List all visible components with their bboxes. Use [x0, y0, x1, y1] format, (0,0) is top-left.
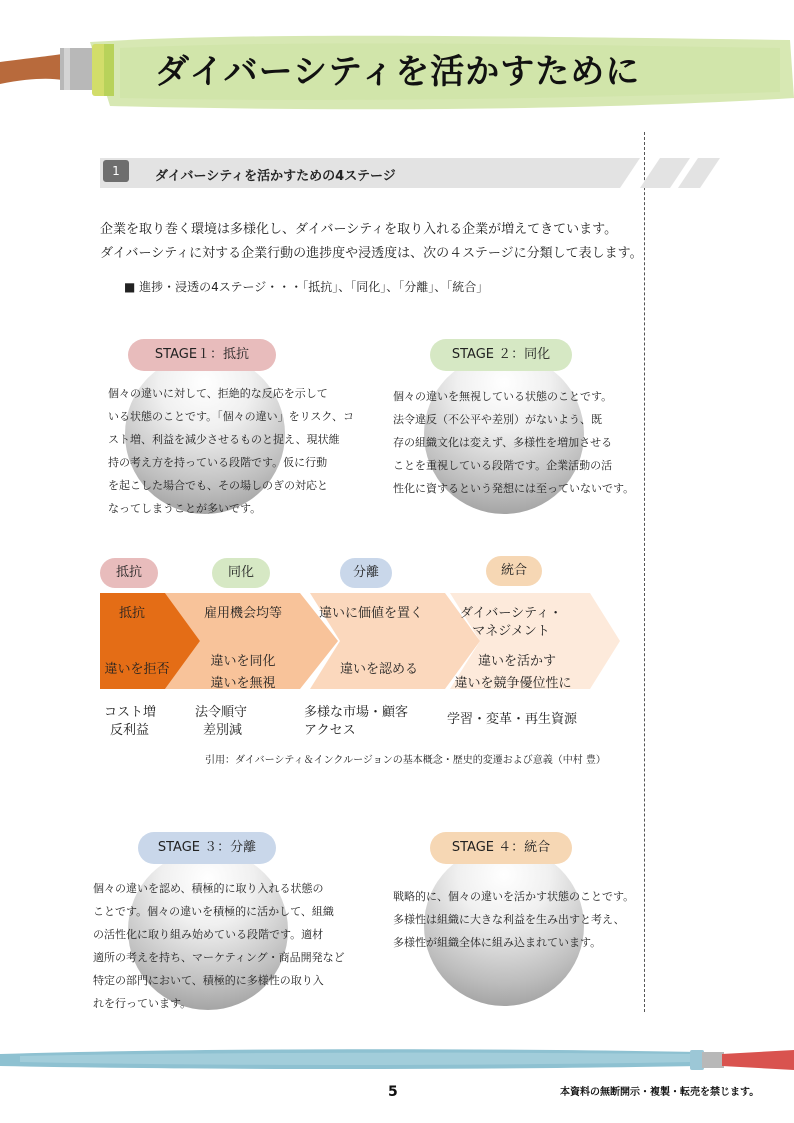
stage1-description: 個々の違いに対して、拒絶的な反応を示して いる状態のことです。「個々の違い」をリスク、コ スト増、利益を減少させるものと捉え、現状維 持の考え方を持っている段階です。仮に行動 を起こした場合でも、その場しのぎの対応と なってしまうことが多いです。 — [108, 387, 354, 515]
flow-arrow3-sub: 違いを認める — [339, 662, 418, 677]
section-number: 1 — [103, 160, 129, 182]
flow-label-assimilate: 同化 — [212, 558, 270, 588]
flow-arrow2-title: 雇用機会均等 — [203, 606, 282, 621]
stage4-description: 戦略的に、個々の違いを活かす状態のことです。 多様性は組織に大きな利益を生み出すと考え、 多様性が組織全体に組み込まれています。 — [393, 890, 635, 949]
flow-arrow4-sub2: 違いを競争優位性に — [454, 676, 572, 691]
paint-brush-icon — [690, 1050, 794, 1070]
flow-arrow1-title: 抵抗 — [118, 606, 145, 621]
flow-arrow4-sub1: 違いを活かす — [477, 654, 556, 669]
margin-divider — [644, 132, 645, 1012]
flow-outcome-1: コスト増 反利益 — [104, 705, 157, 738]
stage3-label: STAGE ３：分離 — [138, 832, 276, 864]
flow-arrow1-sub: 違いを拒否 — [104, 662, 170, 677]
stage4-label: STAGE ４：統合 — [430, 832, 572, 864]
paint-brush-icon — [0, 44, 114, 96]
stage3-description: 個々の違いを認め、積極的に取り入れる状態の ことです。個々の違いを積極的に活かして、組織 の活性化に取り組み始めている段階です。適材 適所の考えを持ち、マーケティング・商品開発など 特定の部門において、積極的に多様性の取り入 れを行っています。 — [93, 882, 345, 1010]
intro-line-1: 企業を取り巻く環境は多様化し、ダイバーシティを取り入れる企業が増えてきています。 — [100, 222, 618, 237]
citation: 引用：ダイバーシティ＆インクルージョンの基本概念・歴史的変遷および意義（中村 豊） — [205, 755, 606, 766]
section-title: ダイバーシティを活かすための4ステージ — [155, 169, 396, 184]
flow-outcome-4: 学習・変革・再生資源 — [447, 712, 578, 727]
stage2-label: STAGE ２：同化 — [430, 339, 572, 371]
page-number: 5 — [388, 1084, 398, 1100]
stages-bullet: ■ 進捗・浸透の4ステージ・・・「抵抗」、「同化」、「分離」、「統合」 — [124, 280, 489, 294]
flow-arrow2-sub1: 違いを同化 — [210, 654, 276, 669]
copyright-notice: 本資料の無断開示・複製・転売を禁じます。 — [560, 1087, 760, 1098]
flow-outcome-3: 多様な市場・顧客 アクセス — [304, 705, 409, 738]
stage2-description: 個々の違いを無視している状態のことです。 法令違反（不公平や差別）がないよう、既 存の組織文化は変えず、多様性を増加させる ことを重視している段階です。企業活動の活 性化に資するという発想には至っていないです。 — [393, 390, 635, 495]
flow-label-resist: 抵抗 — [100, 558, 158, 588]
page-title: ダイバーシティを活かすために — [155, 52, 641, 92]
flow-label-integrate: 統合 — [486, 556, 542, 586]
intro-text — [100, 218, 643, 266]
flow-arrow4-title2: マネジメント — [472, 624, 550, 639]
footer-paint-stroke — [0, 1040, 794, 1080]
intro-line-2: ダイバーシティに対する企業行動の進捗度や浸透度は、次の４ステージに分類して表します。 — [100, 246, 643, 261]
flow-arrow4-title: ダイバーシティ・ — [459, 606, 563, 621]
flow-arrow2-sub2: 違いを無視 — [210, 676, 276, 691]
flow-outcome-2: 法令順守 差別減 — [195, 705, 248, 738]
flow-arrow3-title: 違いに価値を置く — [318, 606, 423, 621]
stage1-label: STAGE１：抵抗 — [128, 339, 276, 371]
flow-label-separate: 分離 — [340, 558, 392, 588]
